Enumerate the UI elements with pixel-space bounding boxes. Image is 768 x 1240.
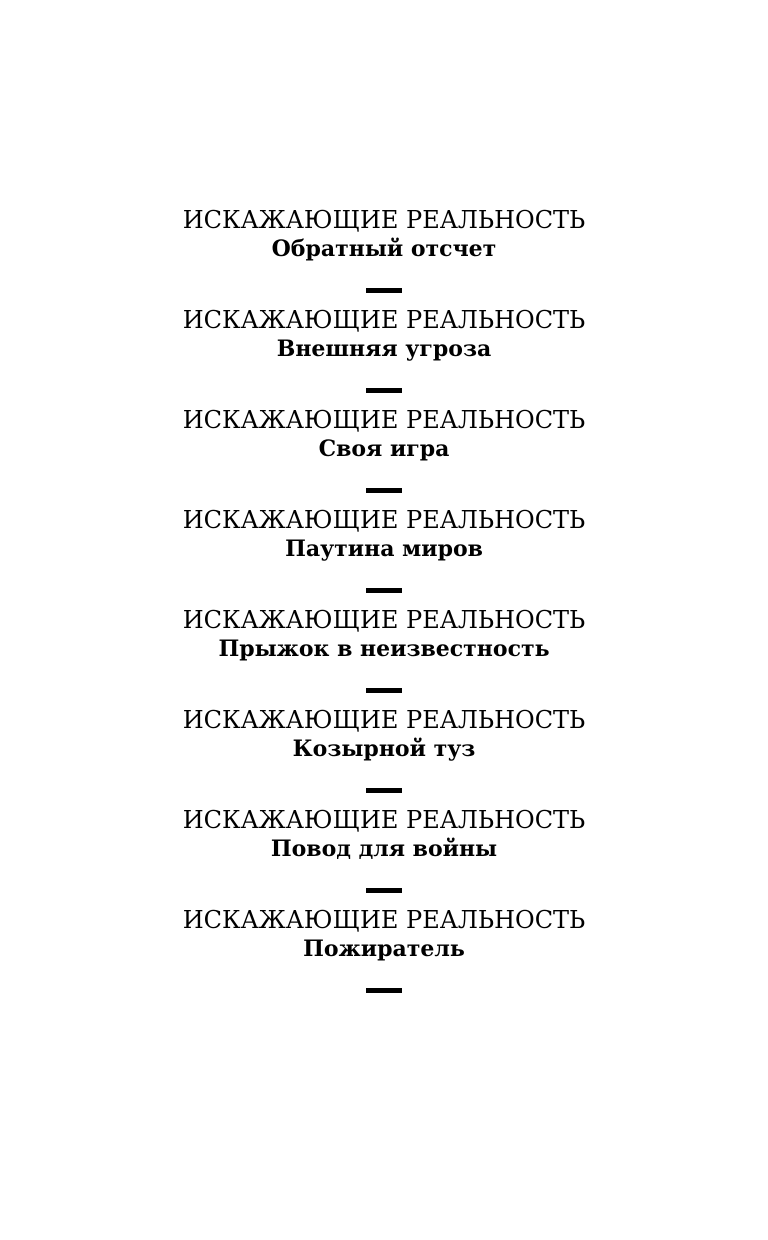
- book-series-list: [0, 206, 768, 1006]
- separator-dash: [366, 688, 402, 693]
- book-entry: [183, 506, 585, 606]
- series-name: ИСКАЖАЮЩИЕ РЕАЛЬНОСТЬ: [182, 706, 586, 734]
- book-title: Повод для войны: [270, 836, 498, 862]
- book-title: Своя игра: [318, 436, 450, 462]
- book-title: Паутина миров: [285, 536, 483, 562]
- separator-dash: [366, 588, 402, 593]
- separator-dash: [366, 288, 402, 293]
- book-title: Обратный отсчет: [271, 236, 497, 262]
- series-name: ИСКАЖАЮЩИЕ РЕАЛЬНОСТЬ: [182, 606, 586, 634]
- book-entry: [183, 606, 585, 706]
- series-name: ИСКАЖАЮЩИЕ РЕАЛЬНОСТЬ: [182, 306, 586, 334]
- separator-dash: [366, 988, 402, 993]
- book-title: Прыжок в неизвестность: [218, 636, 550, 662]
- separator-dash: [366, 788, 402, 793]
- book-title: Внешняя угроза: [276, 336, 492, 362]
- book-entry: [183, 806, 585, 906]
- book-entry: [183, 406, 585, 506]
- book-entry: [183, 706, 585, 806]
- book-entry: [183, 906, 585, 1006]
- series-name: ИСКАЖАЮЩИЕ РЕАЛЬНОСТЬ: [182, 506, 586, 534]
- book-entry: [183, 206, 585, 306]
- series-name: ИСКАЖАЮЩИЕ РЕАЛЬНОСТЬ: [182, 806, 586, 834]
- separator-dash: [366, 488, 402, 493]
- series-name: ИСКАЖАЮЩИЕ РЕАЛЬНОСТЬ: [182, 906, 586, 934]
- series-name: ИСКАЖАЮЩИЕ РЕАЛЬНОСТЬ: [182, 406, 586, 434]
- series-name: ИСКАЖАЮЩИЕ РЕАЛЬНОСТЬ: [182, 206, 586, 234]
- separator-dash: [366, 388, 402, 393]
- book-title: Пожиратель: [303, 936, 465, 962]
- separator-dash: [366, 888, 402, 893]
- book-entry: [183, 306, 585, 406]
- book-title: Козырной туз: [292, 736, 476, 762]
